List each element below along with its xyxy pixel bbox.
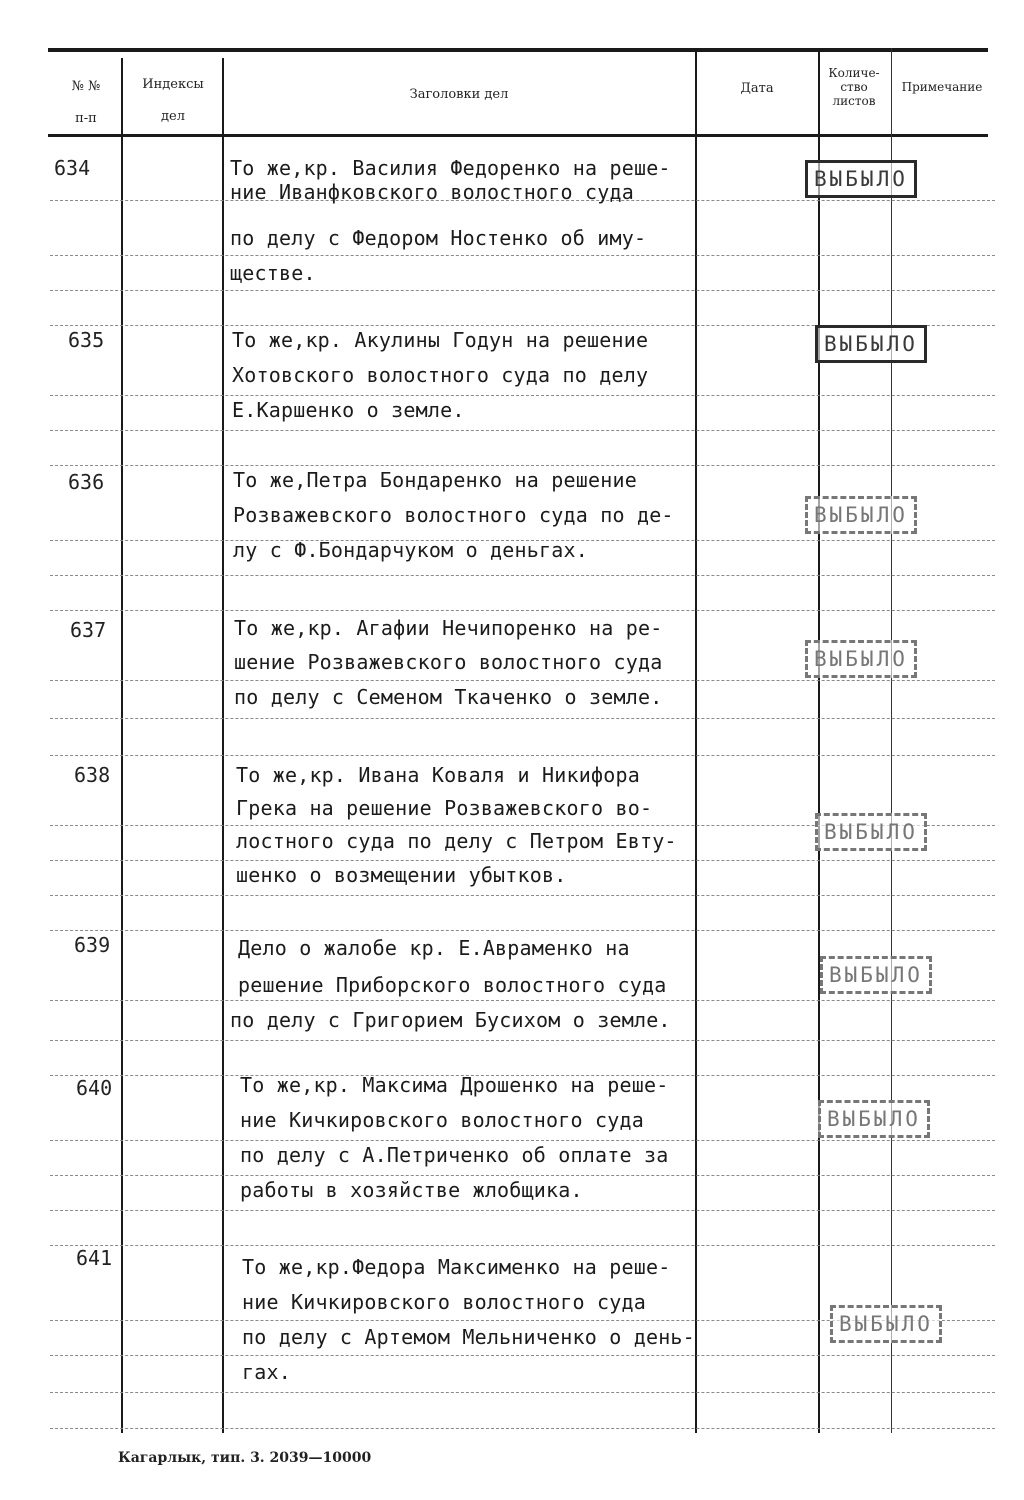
header-index-line2: дел xyxy=(161,109,185,124)
entry-title-line: по делу с А.Петриченко об оплате за xyxy=(240,1143,669,1167)
ruled-line xyxy=(50,680,995,681)
ruled-line xyxy=(50,1040,995,1041)
entry-number: 640 xyxy=(76,1076,113,1100)
entry-title-line: То же,кр. Агафии Нечипоренко на ре- xyxy=(234,616,663,640)
printer-imprint: Кагарлык, тип. 3. 2039—10000 xyxy=(118,1450,372,1466)
ruled-line xyxy=(50,895,995,896)
header-date-col: Дата xyxy=(740,81,774,96)
entry-title-line: То же,кр.Федора Максименко на реше- xyxy=(242,1255,671,1279)
header-num-line1: № № xyxy=(71,79,101,94)
ruled-line xyxy=(50,755,995,756)
entry-title-line: лостного суда по делу с Петром Евту- xyxy=(236,829,677,853)
header-index-line1: Индексы xyxy=(142,77,204,92)
header-title-col: Заголовки дел xyxy=(409,87,509,102)
ruled-line xyxy=(50,1392,995,1393)
entry-title-line: ние Кичкировского волостного суда xyxy=(240,1108,644,1132)
ruled-line xyxy=(50,1000,995,1001)
ruled-line xyxy=(50,1355,995,1356)
header-sheets-line2: ство xyxy=(840,80,868,94)
entry-title-line: То же,кр. Василия Федоренко на реше- xyxy=(230,156,671,180)
entry-title-line: по делу с Артемом Мельниченко о день- xyxy=(242,1325,695,1349)
ruled-line xyxy=(50,1245,995,1246)
column-divider-1 xyxy=(121,58,123,1433)
ruled-line xyxy=(50,860,995,861)
ruled-line xyxy=(50,255,995,256)
header-notes-col: Примечание xyxy=(901,80,983,94)
ruled-line xyxy=(50,575,995,576)
entry-title-line: гах. xyxy=(242,1360,291,1384)
ruled-line xyxy=(50,290,995,291)
entry-title-line: ние Кичкировского волостного суда xyxy=(242,1290,646,1314)
withdrawn-stamp: ВЫБЫЛО xyxy=(818,1100,930,1138)
header-sheets-line1: Количе- xyxy=(828,66,880,80)
entry-title-line: То же,кр. Ивана Коваля и Никифора xyxy=(236,763,640,787)
entry-number: 634 xyxy=(54,156,91,180)
entry-number: 637 xyxy=(70,618,107,642)
entry-number: 635 xyxy=(68,328,105,352)
withdrawn-stamp: ВЫБЫЛО xyxy=(815,325,927,363)
entry-title-line: То же,Петра Бондаренко на решение xyxy=(233,468,637,492)
ruled-line xyxy=(50,930,995,931)
ruled-line xyxy=(50,718,995,719)
entry-title-line: ние Иванфковского волостного суда xyxy=(230,180,634,204)
withdrawn-stamp: ВЫБЫЛО xyxy=(805,496,917,534)
ruled-line xyxy=(50,1428,995,1429)
header-sheets-line3: листов xyxy=(832,94,876,108)
withdrawn-stamp: ВЫБЫЛО xyxy=(815,813,927,851)
entry-title-line: Розважевского волостного суда по де- xyxy=(233,503,674,527)
entry-title-line: шение Розважевского волостного суда xyxy=(234,650,663,674)
entry-title-line: То же,кр. Максима Дрошенко на реше- xyxy=(240,1073,669,1097)
ruled-line xyxy=(50,610,995,611)
header-sheets-col xyxy=(818,66,890,108)
entry-number: 636 xyxy=(68,470,105,494)
entry-title-line: шенко о возмещении убытков. xyxy=(236,863,567,887)
column-divider-2 xyxy=(222,58,224,1433)
entry-title-line: Дело о жалобе кр. Е.Авраменко на xyxy=(238,936,630,960)
entry-title-line: решение Приборского волостного суда xyxy=(238,973,667,997)
table-top-rule xyxy=(48,48,988,52)
entry-title-line: по делу с Григорием Бусихом о земле. xyxy=(230,1008,671,1032)
entry-number: 639 xyxy=(74,933,111,957)
entry-title-line: по делу с Федором Ностенко об иму- xyxy=(230,226,647,250)
header-num-col xyxy=(52,80,120,126)
withdrawn-stamp: ВЫБЫЛО xyxy=(805,160,917,198)
ruled-line xyxy=(50,465,995,466)
entry-title-line: Е.Каршенко о земле. xyxy=(232,398,465,422)
entry-title-line: по делу с Семеном Ткаченко о земле. xyxy=(234,685,663,709)
header-index-col xyxy=(124,78,222,124)
withdrawn-stamp: ВЫБЫЛО xyxy=(820,956,932,994)
ruled-line xyxy=(50,1210,995,1211)
ruled-line xyxy=(50,395,995,396)
entry-title-line: Хотовского волостного суда по делу xyxy=(232,363,649,387)
ruled-line xyxy=(50,1140,995,1141)
entry-number: 641 xyxy=(76,1246,113,1270)
ruled-line xyxy=(50,430,995,431)
entry-number: 638 xyxy=(74,763,111,787)
entry-title-line: Грека на решение Розважевского во- xyxy=(236,796,653,820)
header-num-line2: п-п xyxy=(75,111,97,126)
entry-title-line: ществе. xyxy=(230,261,316,285)
entry-title-line: работы в хозяйстве жлобщика. xyxy=(240,1178,583,1202)
header-bottom-rule xyxy=(48,134,988,137)
entry-title-line: лу с Ф.Бондарчуком о деньгах. xyxy=(233,538,588,562)
entry-title-line: То же,кр. Акулины Годун на решение xyxy=(232,328,649,352)
ruled-line xyxy=(50,1175,995,1176)
withdrawn-stamp: ВЫБЫЛО xyxy=(830,1305,942,1343)
withdrawn-stamp: ВЫБЫЛО xyxy=(805,640,917,678)
